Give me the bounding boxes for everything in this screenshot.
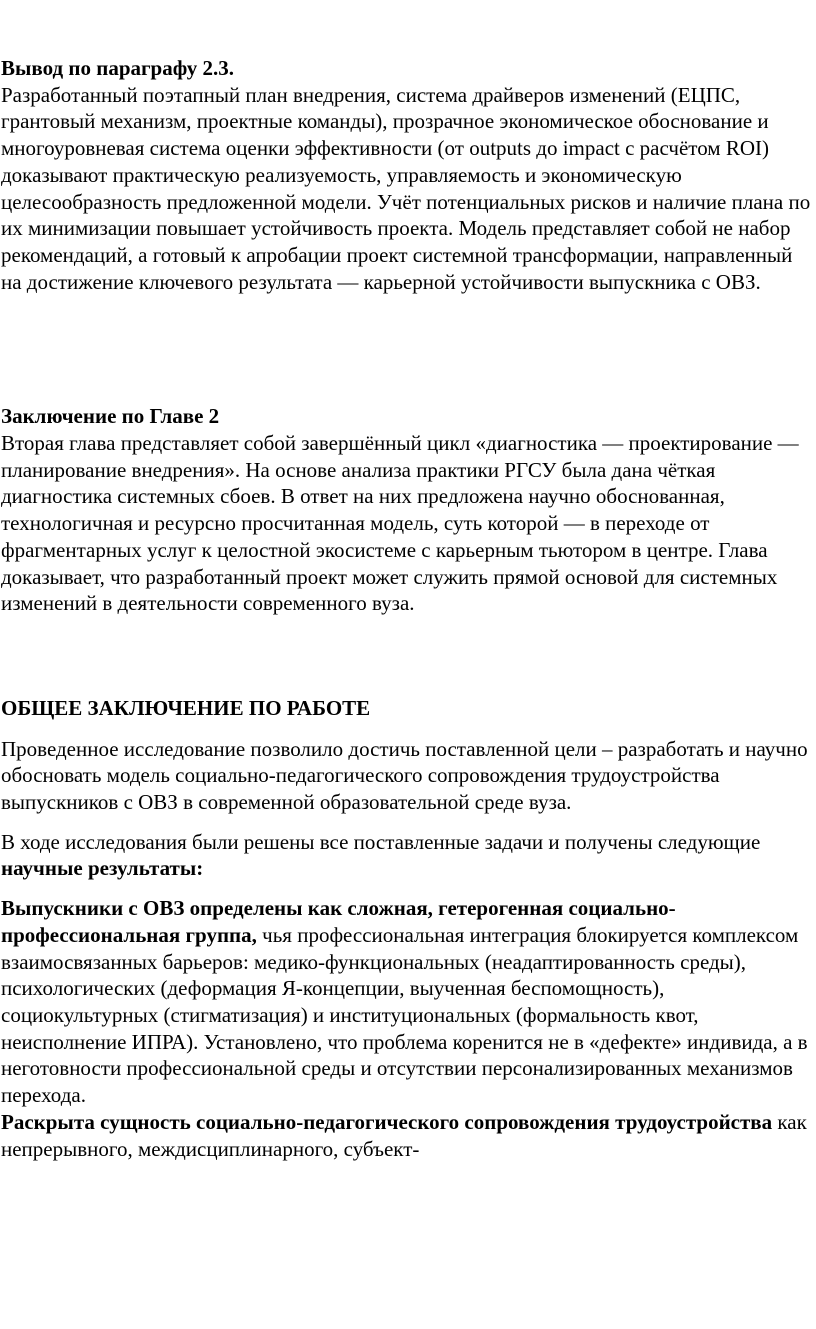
paragraph-results-intro	[1, 829, 813, 882]
section-text: Разработанный поэтапный план внедрения, система драйверов изменений (ЕЦПС, грантовый механизм, проектные команды), прозрачное экономическое обоснование и многоуровневая система оценки эффективности (от outputs до impact с расчётом ROI) доказывают практическую реализуемость, управляемость и экономическую целесообразность предложенной модели. Учёт потенциальных рисков и наличие плана по их минимизации повышает устойчивость проекта. Модель представляет собой не набор рекомендаций, а готовый к апробации проект системной трансформации, направленный на достижение ключевого результата — карьерной устойчивости выпускника с ОВЗ.	[1, 82, 811, 294]
document-page	[1, 55, 813, 1162]
paragraph-goal: Проведенное исследование позволило достичь поставленной цели – разработать и научно обосновать модель социально-педагогического сопровождения трудоустройства выпускников с ОВЗ в современной образовательной среде вуза.	[1, 736, 808, 815]
section-general-conclusion	[1, 695, 813, 1162]
section-heading: ОБЩЕЕ ЗАКЛЮЧЕНИЕ ПО РАБОТЕ	[1, 695, 371, 720]
paragraph-result-1	[1, 895, 813, 1109]
section-chapter-2-conclusion	[1, 403, 813, 617]
results-intro-text: В ходе исследования были решены все поставленные задачи и получены следующие	[1, 829, 761, 854]
section-heading: Вывод по параграфу 2.3.	[1, 56, 234, 80]
section-text: Вторая глава представляет собой завершённый цикл «диагностика — проектирование — планирование внедрения». На основе анализа практики РГСУ была дана чёткая диагностика системных сбоев. В ответ на них предложена научно обоснованная, технологичная и ресурсно просчитанная модель, суть которой — в переходе от фрагментарных услуг к целостной экосистеме с карьерным тьютором в центре. Глава доказывает, что разработанный проект может служить прямой основой для системных изменений в деятельности современного вуза.	[1, 431, 799, 616]
results-intro-bold: научные результаты:	[1, 856, 204, 881]
section-heading: Заключение по Главе 2	[1, 404, 220, 429]
result-2-bold: Раскрыта сущность социально-педагогического сопровождения трудоустройства	[1, 1109, 773, 1134]
result-1-bold: Выпускники с ОВЗ определены как сложная, гетерогенная социально-профессиональная группа,	[1, 896, 676, 947]
paragraph-result-2	[1, 1109, 813, 1162]
result-1-text: чья профессиональная интеграция блокируется комплексом взаимосвязанных барьеров: медико-функциональных (неадаптированность среды), психологических (деформация Я-концепции, выученная беспомощность), социокультурных (стигматизация) и институциональных (формальность квот, неисполнение ИПРА). Установлено, что проблема коренится не в «дефекте» индивида, а в неготовности профессиональной среды и отсутствии персонализированных механизмов перехода.	[1, 922, 808, 1108]
result-2-text: как непрерывного, междисциплинарного, субъект-	[1, 1109, 807, 1161]
section-paragraph-2-3-conclusion	[1, 55, 813, 295]
